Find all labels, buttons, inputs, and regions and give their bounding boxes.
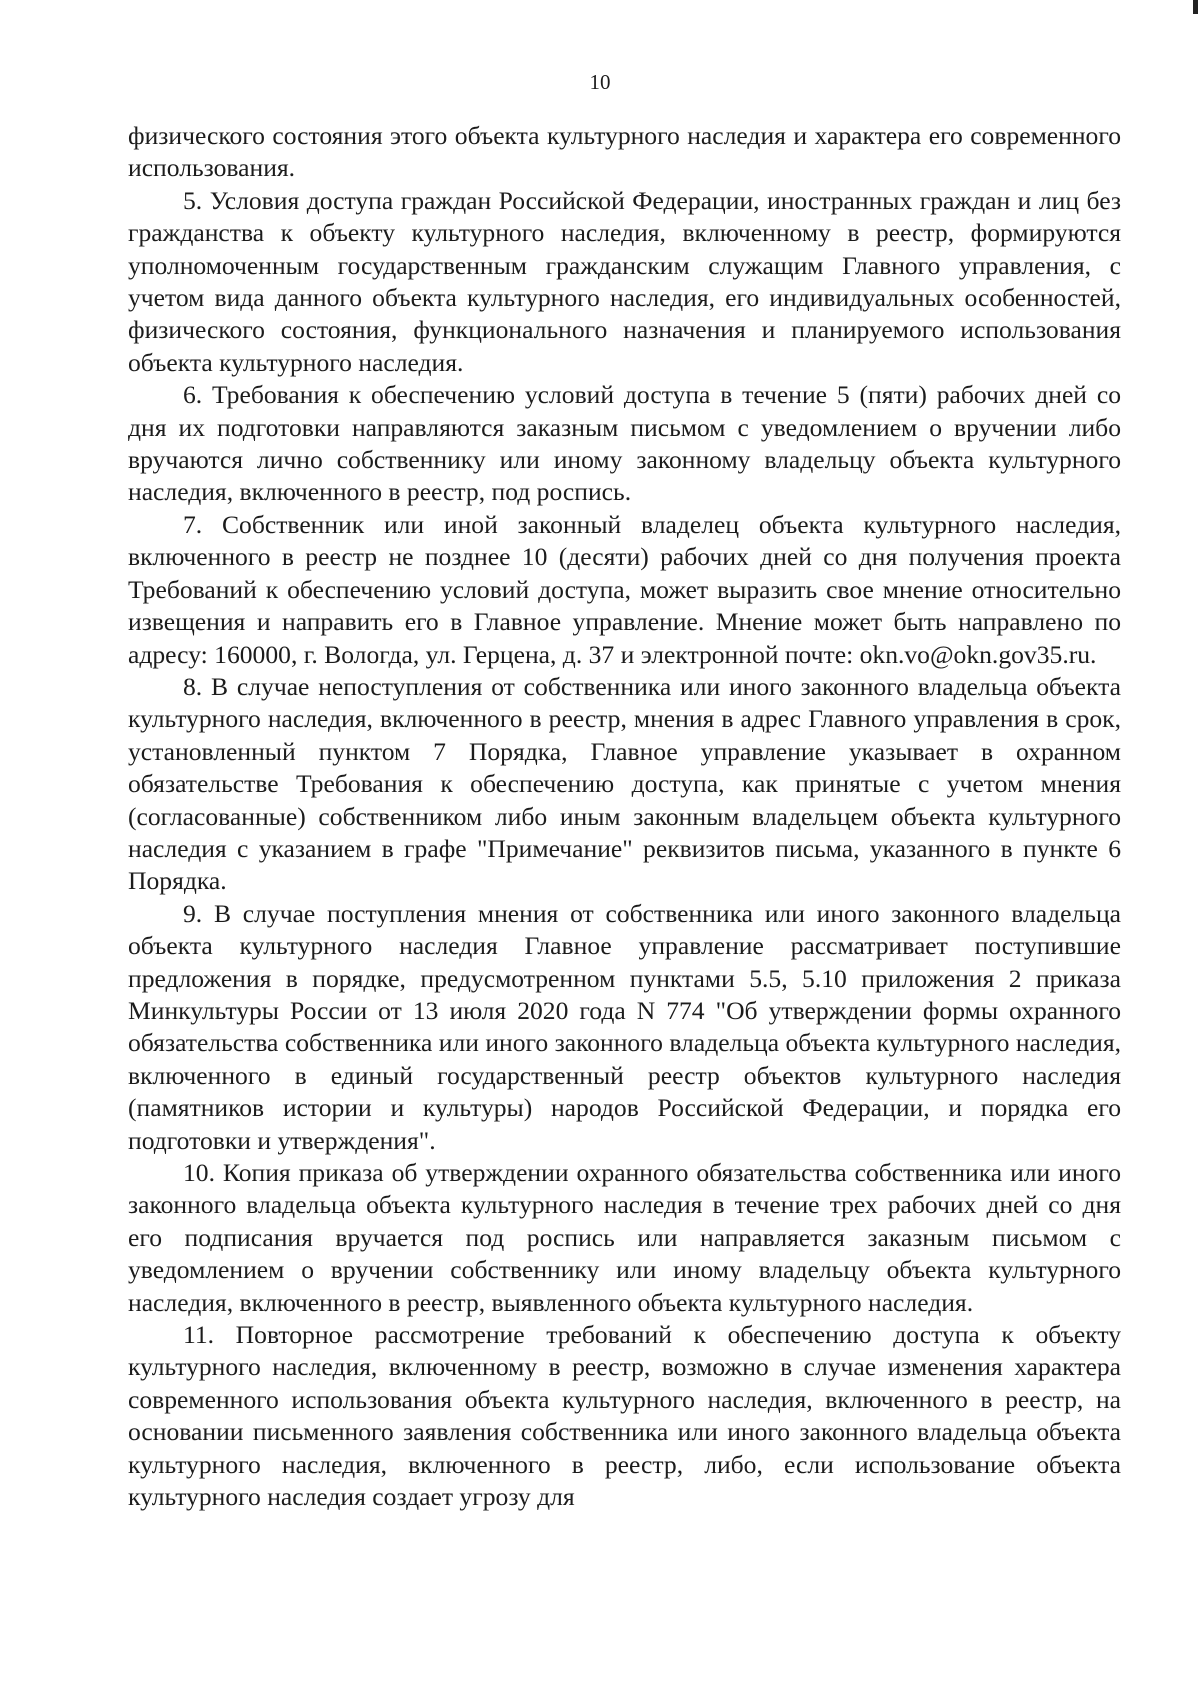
paragraph-item-8: 8. В случае непоступления от собственника или иного законного владельца объекта культурного наследия, включенного в реестр, мнения в адрес Главного управления в срок, установленный пунктом 7 Порядка, Главное управление указывает в охранном обязательстве Требования к обеспечению доступа, как принятые с учетом мнения (согласованные) собственником либо иным законным владельцем объекта культурного наследия с указанием в графе "Примечание" реквизитов письма, указанного в пункте 6 Порядка. bbox=[128, 671, 1121, 896]
scan-edge-mark bbox=[1193, 0, 1198, 14]
paragraph-item-9: 9. В случае поступления мнения от собственника или иного законного владельца объекта культурного наследия Главное управление рассматривает поступившие предложения в порядке, предусмотренном пунктами 5.5, 5.10 приложения 2 приказа Минкультуры России от 13 июля 2020 года N 774 "Об утверждении формы охранного обязательства собственника или иного законного владельца объекта культурного наследия, включенного в единый государственный реестр объектов культурного наследия (памятников истории и культуры) народов Российской Федерации, и порядка его подготовки и утверждения". bbox=[128, 898, 1121, 1155]
paragraph-item-7: 7. Собственник или иной законный владелец объекта культурного наследия, включенного в реестр не позднее 10 (десяти) рабочих дней со дня получения проекта Требований к обеспечению условий доступа, может выразить свое мнение относительно извещения и направить его в Главное управление. Мнение может быть направлено по адресу: 160000, г. Вологда, ул. Герцена, д. 37 и электронной почте: okn.vo@okn.gov35.ru. bbox=[128, 509, 1121, 669]
paragraph-item-6: 6. Требования к обеспечению условий доступа в течение 5 (пяти) рабочих дней со дня их подготовки направляются заказным письмом с уведомлением о вручении либо вручаются лично собственнику или иному законному владельцу объекта культурного наследия, включенного в реестр, под роспись. bbox=[128, 380, 1121, 507]
document-body bbox=[128, 120, 1121, 1513]
paragraph-item-5: 5. Условия доступа граждан Российской Федерации, иностранных граждан и лиц без гражданства к объекту культурного наследия, включенному в реестр, формируются уполномоченным государственным гражданским служащим Главного управления, с учетом вида данного объекта культурного наследия, его индивидуальных особенностей, физического состояния, функционального назначения и планируемого использования объекта культурного наследия. bbox=[128, 185, 1121, 377]
paragraph-item-11: 11. Повторное рассмотрение требований к обеспечению доступа к объекту культурного наследия, включенному в реестр, возможно в случае изменения характера современного использования объекта культурного наследия, включенного в реестр, на основании письменного заявления собственника или иного законного владельца объекта культурного наследия, включенного в реестр, либо, если использование объекта культурного наследия создает угрозу для bbox=[128, 1320, 1121, 1512]
paragraph-item-10: 10. Копия приказа об утверждении охранного обязательства собственника или иного законного владельца объекта культурного наследия в течение трех рабочих дней со дня его подписания вручается под роспись или направляется заказным письмом с уведомлением о вручении собственнику или иному владельцу объекта культурного наследия, включенного в реестр, выявленного объекта культурного наследия. bbox=[128, 1158, 1121, 1317]
page-number: 10 bbox=[589, 70, 611, 94]
paragraph-continuation: физического состояния этого объекта культурного наследия и характера его современного использования. bbox=[128, 121, 1121, 183]
